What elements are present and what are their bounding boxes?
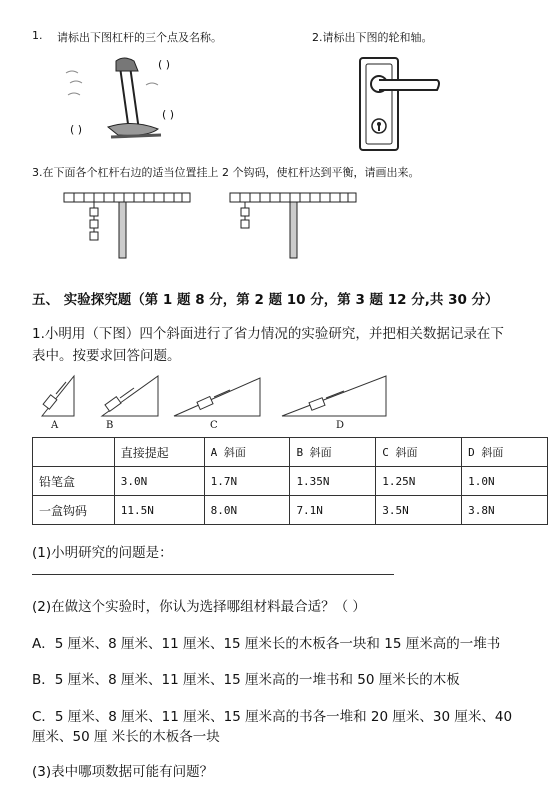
option-b: B．5 厘米、8 厘米、11 厘米、15 厘米高的一堆书和 50 厘米长的木板 [32,672,460,688]
option-a: A．5 厘米、8 厘米、11 厘米、15 厘米长的木板各一块和 15 厘米高的一堆书 [32,636,501,652]
table-row [33,467,548,496]
question-2: (2)在做这个实验时，你认为选择哪组材料最合适？（ ） [32,599,366,615]
q3-text: 3.在下面各个杠杆右边的适当位置挂上 2 个钩码，使杠杆达到平衡，请画出来。 [32,166,420,179]
q2-text: 2.请标出下图的轮和轴。 [312,31,433,44]
table-cell: 3.5N [376,496,462,525]
table-header-row [33,438,548,467]
lever-balance-figure-1 [64,192,194,262]
table-cell: 1.0N [462,467,548,496]
table-cell: 3.0N [114,467,204,496]
table-cell: 1.25N [376,467,462,496]
question-1: (1)小明研究的问题是： [32,545,173,561]
q1-number: 1. [32,29,43,42]
q1-blank-bottom[interactable]: ( ) [70,123,83,136]
table-row [33,496,548,525]
table-cell: 1.35N [290,467,376,496]
table-cell: 1.7N [204,467,290,496]
option-c-line1: C．5 厘米、8 厘米、11 厘米、15 厘米高的书各一堆和 20 厘米、30 厘米、40 [32,709,513,725]
q1-blank-middle[interactable]: ( ) [162,108,175,121]
option-c-line2: 厘米、50 厘 米长的木板各一块 [32,729,220,745]
crowbar-lever-figure [66,55,216,145]
slope-label-b: B [106,420,114,431]
table-header-cell [33,438,115,467]
table-header-cell: D 斜面 [462,438,548,467]
section5-intro-line1: 1.小明用（下图）四个斜面进行了省力情况的实验研究，并把相关数据记录在下 [32,326,504,342]
table-cell: 7.1N [290,496,376,525]
q1-text: 请标出下图杠杆的三个点及名称。 [57,31,222,44]
section5-intro-line2: 表中。按要求回答问题。 [32,348,181,364]
table-row-label: 一盒钩码 [33,496,115,525]
table-header-cell: B 斜面 [290,438,376,467]
slope-label-a: A [51,420,59,431]
question-3: (3)表中哪项数据可能有问题？ [32,764,214,780]
q1-blank-top[interactable]: ( ) [158,58,171,71]
table-header-cell: 直接提起 [114,438,204,467]
slope-label-d: D [336,420,345,431]
table-header-cell: A 斜面 [204,438,290,467]
slope-data-table [32,437,548,525]
section5-heading: 五、 实验探究题（第 1 题 8 分，第 2 题 10 分，第 3 题 12 分,共 30 分） [32,292,499,308]
door-handle-figure [358,56,442,152]
answer-line[interactable] [32,574,394,575]
table-cell: 8.0N [204,496,290,525]
table-header-cell: C 斜面 [376,438,462,467]
slope-label-c: C [210,420,218,431]
table-cell: 3.8N [462,496,548,525]
table-cell: 11.5N [114,496,204,525]
lever-balance-figure-2 [230,192,360,262]
table-row-label: 铅笔盒 [33,467,115,496]
